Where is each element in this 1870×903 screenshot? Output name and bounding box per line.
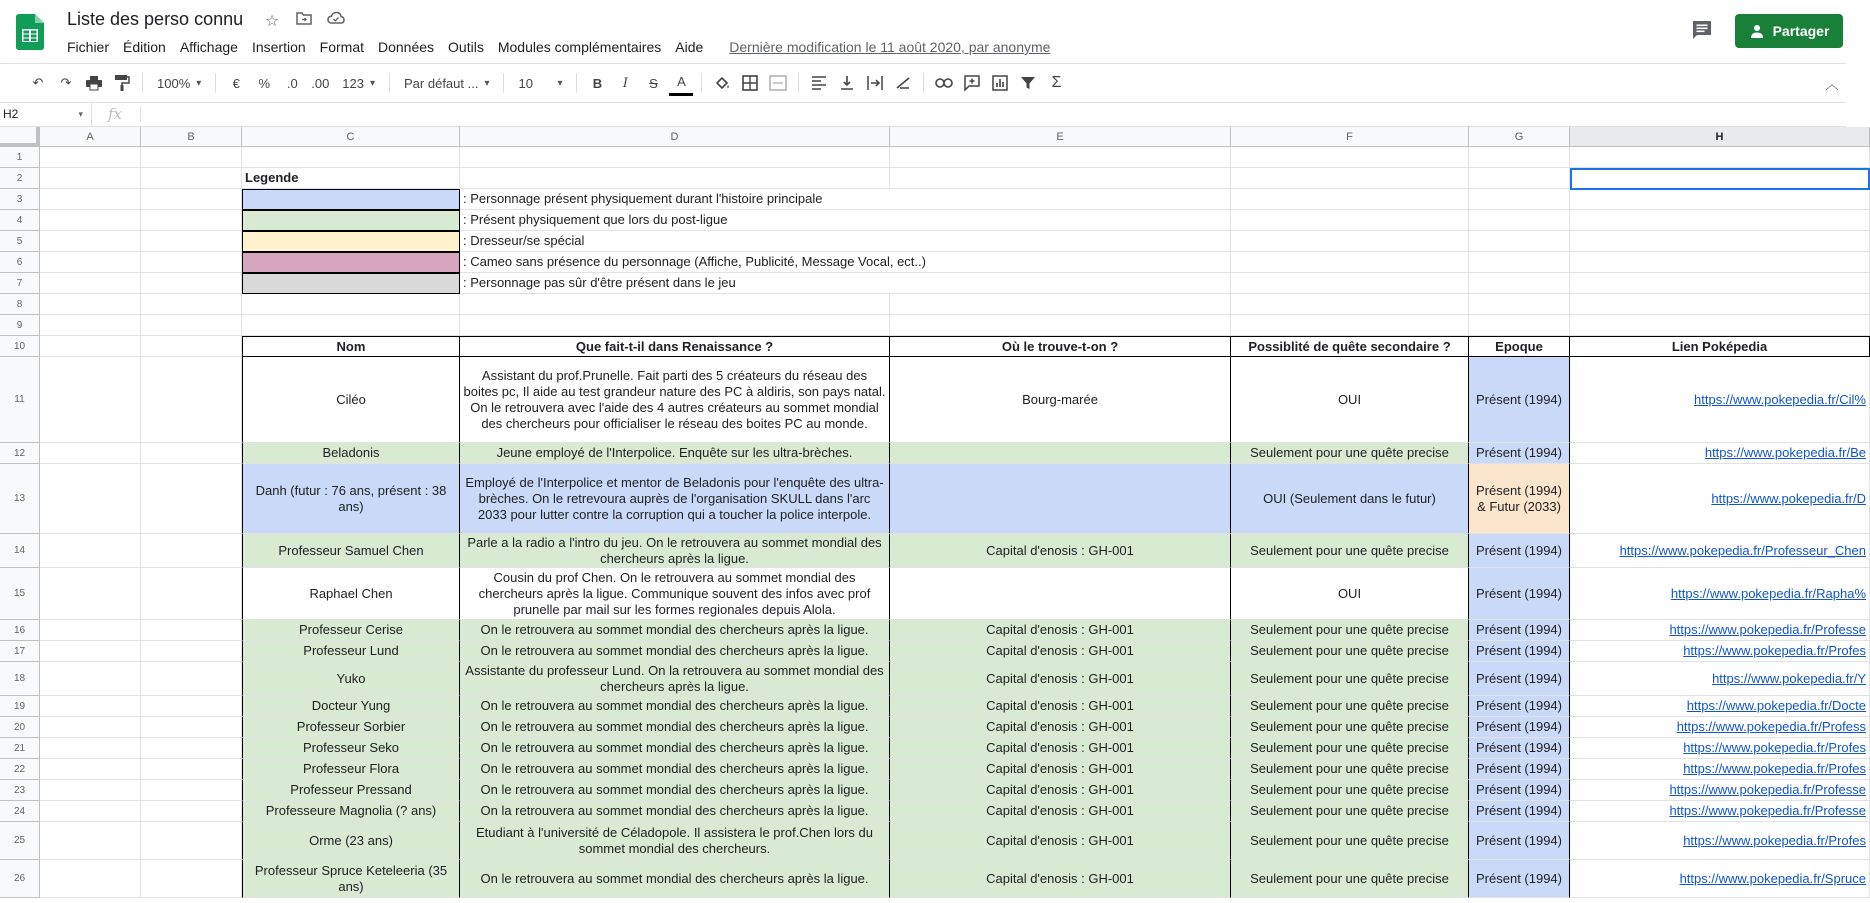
pokepedia-link[interactable]: https://www.pokepedia.fr/D — [1570, 464, 1870, 534]
table-cell-ou[interactable]: Capital d'enosis : GH-001 — [890, 534, 1231, 568]
cell[interactable] — [890, 168, 1231, 189]
strikethrough-button[interactable]: S — [649, 75, 658, 91]
table-cell-que[interactable]: Cousin du prof Chen. On le retrouvera au sommet mondial des chercheurs après la ligue. Communique souvent des infos avec prof prunelle par mail sur les formes regionales depuis Alola. — [460, 568, 890, 620]
table-cell-que[interactable]: Parle a la radio a l'intro du jeu. On le retrouvera au sommet mondial des chercheurs après la ligue. — [460, 534, 890, 568]
cell[interactable] — [40, 738, 141, 759]
cell[interactable] — [1469, 315, 1570, 336]
cell[interactable] — [1231, 189, 1469, 210]
table-cell-que[interactable]: Assistante du professeur Lund. On la retrouvera au sommet mondial des chercheurs après la ligue. — [460, 662, 890, 696]
cell[interactable] — [1570, 252, 1870, 273]
selected-cell-highlight — [1570, 168, 1870, 190]
move-folder-icon[interactable] — [293, 11, 315, 31]
cell[interactable] — [1570, 147, 1870, 168]
cell[interactable] — [40, 273, 141, 294]
table-cell-quete[interactable]: Seulement pour une quête precise — [1231, 801, 1469, 822]
cell[interactable] — [141, 357, 242, 443]
pokepedia-link[interactable]: https://www.pokepedia.fr/Profes — [1570, 641, 1870, 662]
formula-bar — [0, 102, 1846, 127]
column-header-B[interactable]: B — [141, 127, 242, 147]
cell[interactable] — [141, 822, 242, 860]
menu-affichage[interactable]: Affichage — [179, 39, 238, 55]
italic-button[interactable]: I — [622, 75, 629, 91]
name-box[interactable]: H2 ▾ — [0, 102, 92, 126]
table-cell-epoque[interactable]: Présent (1994) — [1469, 822, 1570, 860]
pokepedia-link[interactable]: https://www.pokepedia.fr/Professeur_Chen — [1570, 534, 1870, 568]
row-header-9[interactable]: 9 — [0, 315, 40, 336]
table-header[interactable]: Que fait-t-il dans Renaissance ? — [460, 336, 890, 357]
insert-comment-icon[interactable] — [960, 69, 984, 97]
cell[interactable] — [40, 780, 141, 801]
cloud-status-icon[interactable] — [325, 11, 347, 31]
pokepedia-link[interactable]: https://www.pokepedia.fr/Docte — [1570, 696, 1870, 717]
cell[interactable] — [1469, 168, 1570, 189]
cell[interactable] — [1570, 273, 1870, 294]
app-header — [0, 0, 1846, 62]
row-header-12[interactable]: 12 — [0, 443, 40, 464]
pokepedia-link[interactable]: https://www.pokepedia.fr/Cil% — [1570, 357, 1870, 443]
cell[interactable] — [141, 717, 242, 738]
cell[interactable] — [141, 780, 242, 801]
table-cell-nom[interactable]: Ciléo — [242, 357, 460, 443]
cell[interactable] — [40, 696, 141, 717]
pokepedia-link[interactable]: https://www.pokepedia.fr/Professe — [1570, 801, 1870, 822]
table-cell-nom[interactable]: Professeur Flora — [242, 759, 460, 780]
menu-donnees[interactable]: Données — [378, 39, 435, 55]
table-cell-que[interactable]: On le retrouvera au sommet mondial des chercheurs après la ligue. — [460, 759, 890, 780]
cell[interactable] — [460, 315, 890, 336]
legend-swatch[interactable] — [242, 231, 460, 252]
cell[interactable] — [1231, 252, 1469, 273]
table-cell-quete[interactable]: OUI — [1231, 357, 1469, 443]
table-cell-epoque[interactable]: Présent (1994) — [1469, 534, 1570, 568]
menu-bar — [60, 37, 1057, 57]
percent-button[interactable]: % — [258, 75, 271, 91]
cell[interactable] — [141, 210, 242, 231]
row-header-14[interactable]: 14 — [0, 534, 40, 568]
cell[interactable] — [1231, 168, 1469, 189]
table-cell-epoque[interactable]: Présent (1994) — [1469, 620, 1570, 641]
cell[interactable] — [460, 147, 890, 168]
table-cell-nom[interactable]: Beladonis — [242, 443, 460, 464]
decrease-decimal-button[interactable]: .0 — [286, 75, 298, 91]
cell[interactable] — [141, 662, 242, 696]
menu-outils[interactable]: Outils — [448, 39, 484, 55]
legend-text[interactable]: : Cameo sans présence du personnage (Affiche, Publicité, Message Vocal, ect..) — [460, 252, 1231, 273]
star-icon[interactable]: ☆ — [264, 13, 280, 30]
cell[interactable] — [141, 801, 242, 822]
table-cell-epoque[interactable]: Présent (1994) & Futur (2033) — [1469, 464, 1570, 534]
row-header-21[interactable]: 21 — [0, 738, 40, 759]
table-cell-quete[interactable]: Seulement pour une quête precise — [1231, 780, 1469, 801]
cell[interactable] — [242, 294, 460, 315]
cell[interactable] — [40, 336, 141, 357]
row-header-19[interactable]: 19 — [0, 696, 40, 717]
increase-decimal-button[interactable]: .00 — [311, 75, 330, 91]
table-cell-ou[interactable]: Capital d'enosis : GH-001 — [890, 717, 1231, 738]
cell[interactable] — [40, 860, 141, 898]
legend-text[interactable]: : Personnage pas sûr d'être présent dans le jeu — [460, 273, 1231, 294]
table-cell-quete[interactable]: Seulement pour une quête precise — [1231, 759, 1469, 780]
row-header-5[interactable]: 5 — [0, 231, 40, 252]
table-cell-que[interactable]: On le retrouvera au sommet mondial des chercheurs après la ligue. — [460, 696, 890, 717]
menu-insertion[interactable]: Insertion — [251, 39, 306, 55]
table-cell-que[interactable]: On le retrouvera au sommet mondial des chercheurs après la ligue. — [460, 641, 890, 662]
table-cell-que[interactable]: On le retrouvera au sommet mondial des chercheurs après la ligue. — [460, 717, 890, 738]
row-header-20[interactable]: 20 — [0, 717, 40, 738]
table-cell-quete[interactable]: Seulement pour une quête precise — [1231, 534, 1469, 568]
menu-modules[interactable]: Modules complémentaires — [497, 39, 662, 55]
column-header-D[interactable]: D — [460, 127, 890, 147]
row-header-16[interactable]: 16 — [0, 620, 40, 641]
cell[interactable] — [1469, 294, 1570, 315]
row-header-2[interactable]: 2 — [0, 168, 40, 189]
column-header-A[interactable]: A — [40, 127, 141, 147]
table-cell-que[interactable]: Etudiant à l'université de Céladopole. Il assistera le prof.Chen lors du sommet mondial des chercheurs. — [460, 822, 890, 860]
currency-button[interactable]: € — [232, 75, 240, 91]
align-vertical-icon[interactable] — [835, 69, 859, 97]
cell[interactable] — [890, 294, 1231, 315]
row-header-6[interactable]: 6 — [0, 252, 40, 273]
cell[interactable] — [141, 641, 242, 662]
table-cell-ou[interactable]: Bourg-marée — [890, 357, 1231, 443]
cell[interactable] — [40, 822, 141, 860]
cell[interactable] — [1231, 231, 1469, 252]
table-cell-quete[interactable]: Seulement pour une quête precise — [1231, 717, 1469, 738]
print-icon[interactable] — [82, 69, 106, 97]
table-cell-ou[interactable]: Capital d'enosis : GH-001 — [890, 780, 1231, 801]
row-header-3[interactable]: 3 — [0, 189, 40, 210]
legend-swatch[interactable] — [242, 189, 460, 210]
undo-icon[interactable]: ↶ — [32, 75, 44, 90]
cell[interactable] — [1570, 294, 1870, 315]
row-header-15[interactable]: 15 — [0, 568, 40, 620]
filter-icon[interactable] — [1016, 69, 1040, 97]
fill-color-icon[interactable] — [710, 69, 734, 97]
cell[interactable] — [40, 801, 141, 822]
pokepedia-link[interactable]: https://www.pokepedia.fr/Profes — [1570, 759, 1870, 780]
cell[interactable] — [40, 662, 141, 696]
select-all-corner[interactable] — [0, 127, 40, 147]
pokepedia-link[interactable]: https://www.pokepedia.fr/Professe — [1570, 620, 1870, 641]
table-cell-quete[interactable]: Seulement pour une quête precise — [1231, 641, 1469, 662]
comments-icon[interactable] — [1690, 18, 1714, 42]
paint-format-icon[interactable] — [110, 69, 134, 97]
column-header-G[interactable]: G — [1469, 127, 1570, 147]
table-cell-ou[interactable]: Capital d'enosis : GH-001 — [890, 860, 1231, 898]
cell[interactable] — [1469, 189, 1570, 210]
table-cell-quete[interactable]: Seulement pour une quête precise — [1231, 662, 1469, 696]
table-cell-epoque[interactable]: Présent (1994) — [1469, 801, 1570, 822]
table-cell-que[interactable]: On le retrouvera au sommet mondial des chercheurs après la ligue. — [460, 780, 890, 801]
row-header-22[interactable]: 22 — [0, 759, 40, 780]
cell[interactable] — [40, 315, 141, 336]
row-header-26[interactable]: 26 — [0, 860, 40, 898]
row-header-7[interactable]: 7 — [0, 273, 40, 294]
table-cell-nom[interactable]: Professeure Magnolia (? ans) — [242, 801, 460, 822]
merge-cells-icon[interactable] — [766, 69, 790, 97]
row-header-4[interactable]: 4 — [0, 210, 40, 231]
legend-swatch[interactable] — [242, 273, 460, 294]
table-cell-ou[interactable]: Capital d'enosis : GH-001 — [890, 662, 1231, 696]
pokepedia-link[interactable]: https://www.pokepedia.fr/Profess — [1570, 717, 1870, 738]
cell[interactable] — [141, 168, 242, 189]
pokepedia-link[interactable]: https://www.pokepedia.fr/Rapha% — [1570, 568, 1870, 620]
table-cell-quete[interactable]: Seulement pour une quête precise — [1231, 696, 1469, 717]
table-cell-ou[interactable]: Capital d'enosis : GH-001 — [890, 738, 1231, 759]
table-cell-quete[interactable]: Seulement pour une quête precise — [1231, 860, 1469, 898]
cell[interactable] — [1469, 273, 1570, 294]
cell[interactable] — [141, 336, 242, 357]
cell[interactable] — [890, 315, 1231, 336]
column-header-C[interactable]: C — [242, 127, 460, 147]
cell[interactable] — [141, 315, 242, 336]
table-cell-epoque[interactable]: Présent (1994) — [1469, 641, 1570, 662]
cell[interactable] — [40, 231, 141, 252]
cell[interactable] — [40, 252, 141, 273]
table-cell-ou[interactable]: Capital d'enosis : GH-001 — [890, 641, 1231, 662]
table-cell-nom[interactable]: Yuko — [242, 662, 460, 696]
cell[interactable] — [460, 294, 890, 315]
table-cell-ou[interactable]: Capital d'enosis : GH-001 — [890, 759, 1231, 780]
cell[interactable] — [141, 294, 242, 315]
row-header-23[interactable]: 23 — [0, 780, 40, 801]
table-cell-nom[interactable]: Orme (23 ans) — [242, 822, 460, 860]
table-cell-quete[interactable]: Seulement pour une quête precise — [1231, 620, 1469, 641]
cell[interactable] — [141, 620, 242, 641]
menu-fichier[interactable]: Fichier — [67, 39, 110, 55]
table-cell-que[interactable]: On le retrouvera au sommet mondial des chercheurs après la ligue. — [460, 620, 890, 641]
cell[interactable] — [242, 315, 460, 336]
table-cell-que[interactable]: On le retrouvera au sommet mondial des chercheurs après la ligue. — [460, 738, 890, 759]
share-button[interactable] — [1735, 14, 1843, 48]
functions-icon[interactable]: Σ — [1051, 74, 1062, 91]
font-size-select[interactable]: 10 ▾ — [512, 69, 568, 97]
row-header-18[interactable]: 18 — [0, 662, 40, 696]
table-cell-nom[interactable]: Raphael Chen — [242, 568, 460, 620]
cell[interactable] — [40, 294, 141, 315]
text-wrap-icon[interactable] — [863, 69, 887, 97]
cell[interactable] — [40, 464, 141, 534]
pokepedia-link[interactable]: https://www.pokepedia.fr/Be — [1570, 443, 1870, 464]
redo-icon[interactable]: ↷ — [60, 75, 72, 90]
pokepedia-link[interactable]: https://www.pokepedia.fr/Y — [1570, 662, 1870, 696]
cell[interactable] — [1570, 315, 1870, 336]
cell[interactable] — [890, 147, 1231, 168]
table-cell-epoque[interactable]: Présent (1994) — [1469, 443, 1570, 464]
align-horizontal-icon[interactable] — [807, 69, 831, 97]
table-cell-quete[interactable]: OUI (Seulement dans le futur) — [1231, 464, 1469, 534]
column-header-F[interactable]: F — [1231, 127, 1469, 147]
zoom-select[interactable]: 100% ▾ — [151, 69, 207, 97]
cell[interactable] — [1231, 147, 1469, 168]
text-color-button[interactable]: A — [669, 71, 693, 96]
table-cell-epoque[interactable]: Présent (1994) — [1469, 717, 1570, 738]
cell[interactable] — [141, 443, 242, 464]
font-family-select[interactable]: Par défaut ... ▾ — [398, 69, 495, 97]
cell[interactable] — [141, 738, 242, 759]
cell[interactable] — [40, 357, 141, 443]
cell[interactable] — [1469, 210, 1570, 231]
toolbar — [0, 63, 1846, 103]
borders-icon[interactable] — [738, 69, 762, 97]
legend-swatch[interactable] — [242, 252, 460, 273]
more-formats-select[interactable]: 123 ▾ — [336, 69, 381, 97]
table-cell-nom[interactable]: Professeur Sorbier — [242, 717, 460, 738]
cell[interactable] — [40, 443, 141, 464]
table-cell-que[interactable]: On la retrouvera au sommet mondial des chercheurs après la ligue. — [460, 801, 890, 822]
cell[interactable] — [1570, 231, 1870, 252]
legend-title[interactable]: Legende — [242, 168, 460, 189]
cell[interactable] — [141, 464, 242, 534]
table-cell-epoque[interactable]: Présent (1994) — [1469, 696, 1570, 717]
cell[interactable] — [40, 620, 141, 641]
table-header[interactable]: Possiblité de quête secondaire ? — [1231, 336, 1469, 357]
row-header-8[interactable]: 8 — [0, 294, 40, 315]
table-cell-que[interactable]: Jeune employé de l'Interpolice. Enquête sur les ultra-brèches. — [460, 443, 890, 464]
cell[interactable] — [40, 534, 141, 568]
table-cell-epoque[interactable]: Présent (1994) — [1469, 662, 1570, 696]
table-cell-ou[interactable] — [890, 464, 1231, 534]
table-cell-nom[interactable]: Professeur Samuel Chen — [242, 534, 460, 568]
cell[interactable] — [40, 210, 141, 231]
table-cell-ou[interactable]: Capital d'enosis : GH-001 — [890, 822, 1231, 860]
cell[interactable] — [141, 860, 242, 898]
insert-chart-icon[interactable] — [988, 69, 1012, 97]
cell[interactable] — [1231, 210, 1469, 231]
pokepedia-link[interactable]: https://www.pokepedia.fr/Profes — [1570, 738, 1870, 759]
cell[interactable] — [40, 189, 141, 210]
legend-text[interactable]: : Personnage présent physiquement durant l'histoire principale — [460, 189, 1231, 210]
cell[interactable] — [141, 759, 242, 780]
row-header-25[interactable]: 25 — [0, 822, 40, 860]
cell[interactable] — [40, 168, 141, 189]
table-cell-que[interactable]: Assistant du prof.Prunelle. Fait parti des 5 créateurs du réseau des boites pc, Il aide au test grandeur nature des PC à aldiris, son pays natal. On le retrouvera avec l'aide des 4 autres créateurs au sommet mondial des chercheurs pour officialiser le réseau des boites PC au monde. — [460, 357, 890, 443]
table-cell-nom[interactable]: Professeur Pressand — [242, 780, 460, 801]
legend-text[interactable]: : Présent physiquement que lors du post-ligue — [460, 210, 1231, 231]
share-label: Partager — [1772, 23, 1830, 39]
cell[interactable] — [1231, 294, 1469, 315]
row-header-1[interactable]: 1 — [0, 147, 40, 168]
table-cell-quete[interactable]: OUI — [1231, 568, 1469, 620]
cell[interactable] — [40, 759, 141, 780]
table-cell-quete[interactable]: Seulement pour une quête precise — [1231, 822, 1469, 860]
table-cell-quete[interactable]: Seulement pour une quête precise — [1231, 443, 1469, 464]
lock-person-icon — [1749, 23, 1765, 39]
row-header-17[interactable]: 17 — [0, 641, 40, 662]
table-cell-ou[interactable]: Capital d'enosis : GH-001 — [890, 620, 1231, 641]
table-cell-nom[interactable]: Professeur Spruce Keteleeria (35 ans) — [242, 860, 460, 898]
table-cell-ou[interactable]: Capital d'enosis : GH-001 — [890, 696, 1231, 717]
insert-link-icon[interactable] — [932, 69, 956, 97]
document-title[interactable]: Liste des perso connu — [67, 9, 244, 29]
cell[interactable] — [1231, 273, 1469, 294]
row-header-24[interactable]: 24 — [0, 801, 40, 822]
cell[interactable] — [141, 231, 242, 252]
table-cell-epoque[interactable]: Présent (1994) — [1469, 860, 1570, 898]
menu-format[interactable]: Format — [319, 39, 364, 55]
pokepedia-link[interactable]: https://www.pokepedia.fr/Professe — [1570, 780, 1870, 801]
cell[interactable] — [1469, 147, 1570, 168]
table-cell-ou[interactable] — [890, 443, 1231, 464]
table-cell-epoque[interactable]: Présent (1994) — [1469, 759, 1570, 780]
legend-text[interactable]: : Dresseur/se spécial — [460, 231, 1231, 252]
pokepedia-link[interactable]: https://www.pokepedia.fr/Spruce — [1570, 860, 1870, 898]
cell[interactable] — [40, 641, 141, 662]
pokepedia-link[interactable]: https://www.pokepedia.fr/Profes — [1570, 822, 1870, 860]
cell[interactable] — [242, 147, 460, 168]
cell[interactable] — [141, 273, 242, 294]
table-cell-ou[interactable] — [890, 568, 1231, 620]
column-header-E[interactable]: E — [890, 127, 1231, 147]
sheets-logo-icon[interactable] — [16, 14, 44, 50]
table-cell-epoque[interactable]: Présent (1994) — [1469, 357, 1570, 443]
cell[interactable] — [141, 696, 242, 717]
table-cell-nom[interactable]: Professeur Lund — [242, 641, 460, 662]
table-header[interactable]: Epoque — [1469, 336, 1570, 357]
cell[interactable] — [460, 168, 890, 189]
cell[interactable] — [40, 717, 141, 738]
legend-swatch[interactable] — [242, 210, 460, 231]
row-header-13[interactable]: 13 — [0, 464, 40, 534]
table-header[interactable]: Nom — [242, 336, 460, 357]
cell[interactable] — [40, 147, 141, 168]
cell[interactable] — [1570, 189, 1870, 210]
menu-edition[interactable]: Édition — [123, 39, 166, 55]
table-cell-ou[interactable]: Capital d'enosis : GH-001 — [890, 801, 1231, 822]
cell[interactable] — [1570, 210, 1870, 231]
cell[interactable] — [1231, 315, 1469, 336]
table-cell-nom[interactable]: Professeur Seko — [242, 738, 460, 759]
table-cell-que[interactable]: On le retrouvera au sommet mondial des chercheurs après la ligue. — [460, 860, 890, 898]
table-cell-epoque[interactable]: Présent (1994) — [1469, 568, 1570, 620]
spreadsheet-grid[interactable] — [0, 127, 1866, 903]
table-header[interactable]: Où le trouve-t-on ? — [890, 336, 1231, 357]
cell[interactable] — [141, 147, 242, 168]
collapse-toolbar-icon[interactable]: ︿ — [1825, 76, 1839, 92]
row-header-11[interactable]: 11 — [0, 357, 40, 443]
fx-icon: fx — [108, 105, 123, 123]
cell[interactable] — [1469, 252, 1570, 273]
cell[interactable] — [141, 189, 242, 210]
menu-aide[interactable]: Aide — [675, 39, 704, 55]
cell[interactable] — [40, 568, 141, 620]
bold-button[interactable]: B — [592, 75, 603, 91]
text-rotation-icon[interactable] — [891, 69, 915, 97]
table-cell-nom[interactable]: Danh (futur : 76 ans, présent : 38 ans) — [242, 464, 460, 534]
table-cell-epoque[interactable]: Présent (1994) — [1469, 738, 1570, 759]
cell[interactable] — [141, 252, 242, 273]
row-header-10[interactable]: 10 — [0, 336, 40, 357]
cell[interactable] — [141, 568, 242, 620]
last-modified-link[interactable]: Dernière modification le 11 août 2020, par anonyme — [729, 39, 1051, 55]
cell[interactable] — [141, 534, 242, 568]
table-cell-nom[interactable]: Professeur Cerise — [242, 620, 460, 641]
table-cell-epoque[interactable]: Présent (1994) — [1469, 780, 1570, 801]
table-header[interactable]: Lien Poképedia — [1570, 336, 1870, 357]
table-cell-nom[interactable]: Docteur Yung — [242, 696, 460, 717]
table-cell-quete[interactable]: Seulement pour une quête precise — [1231, 738, 1469, 759]
cell[interactable] — [1469, 231, 1570, 252]
column-header-H[interactable]: H — [1570, 127, 1870, 147]
table-cell-que[interactable]: Employé de l'Interpolice et mentor de Beladonis pour l'enquête des ultra-brèches. On le retrevoura auprès de l'organisation SKULL dans l'arc 2033 pour lutter contre la corruption qui a toucher la police interpole. — [460, 464, 890, 534]
